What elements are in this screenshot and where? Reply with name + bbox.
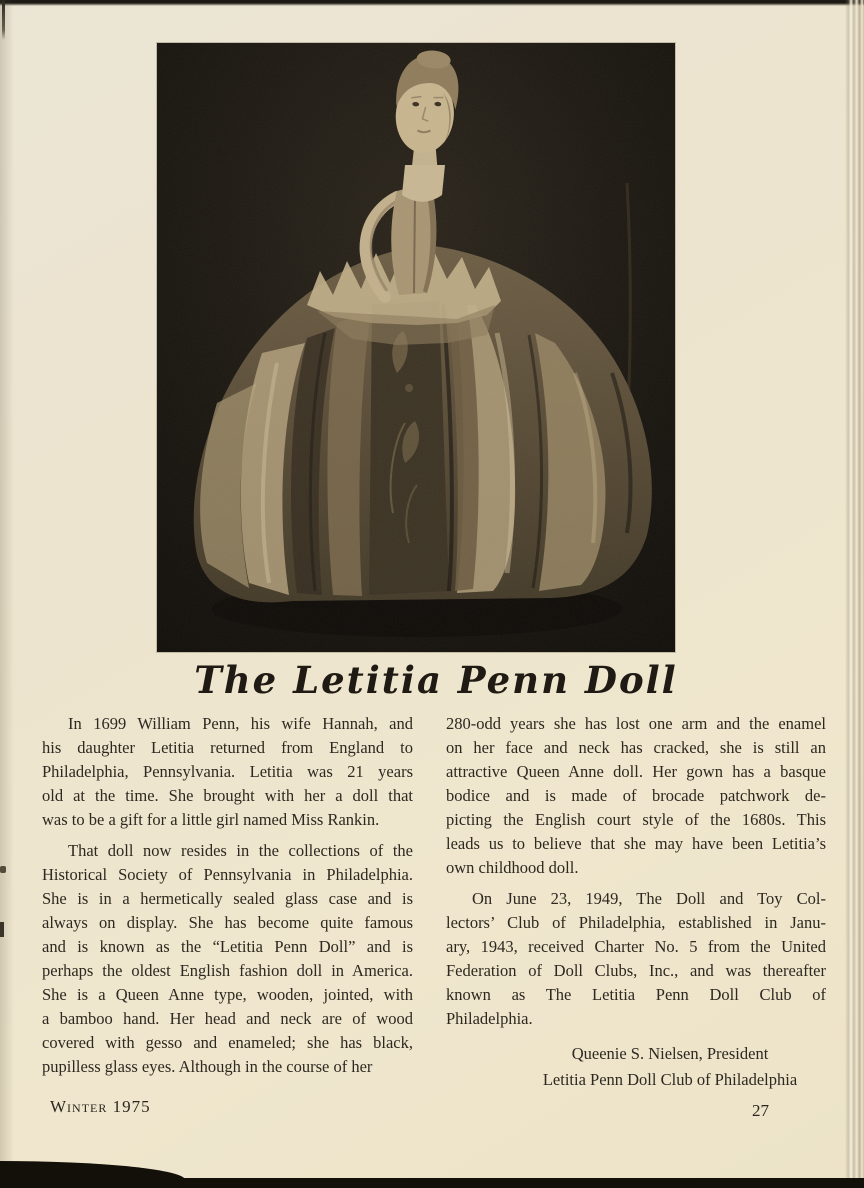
paragraph — [42, 839, 413, 1079]
text-line: perhaps the oldest English fashion doll in America. — [42, 961, 413, 980]
doll-photograph — [157, 43, 675, 652]
scan-speck — [0, 866, 6, 873]
article-title: The Letitia Penn Doll — [194, 658, 678, 702]
text-line: That doll now resides in the collections of the — [68, 841, 413, 860]
text-line: 280-odd years she has lost one arm and the enamel — [446, 714, 826, 733]
text-column-right — [446, 712, 826, 1093]
scan-edge-bottom-left — [0, 1161, 185, 1181]
text-line: She is in a hermetically sealed glass case and is — [42, 889, 413, 908]
text-line: own childhood doll. — [446, 858, 579, 877]
footer-issue: Winter 1975 — [50, 1097, 151, 1116]
text-line: known as The Letitia Penn Doll Club of — [446, 985, 826, 1004]
signature-line: Queenie S. Nielsen, President — [571, 1044, 769, 1063]
text-line: pupilless glass eyes. Although in the course of her — [42, 1057, 373, 1076]
scan-speck — [0, 922, 4, 937]
signature-line: Letitia Penn Doll Club of Philadelphia — [542, 1070, 798, 1089]
text-line: In 1699 William Penn, his wife Hannah, and — [68, 714, 413, 733]
doll-illustration — [157, 43, 675, 652]
text-line: picting the English court style of the 1680s. This — [446, 810, 826, 829]
signature-block — [446, 1041, 826, 1093]
text-line: old at the time. She brought with her a doll that — [42, 786, 413, 805]
text-line: leads us to believe that she may have been Letitia’s — [446, 834, 826, 853]
text-line: On June 23, 1949, The Doll and Toy Col- — [472, 889, 826, 908]
text-line: Federation of Doll Clubs, Inc., and was thereafter — [446, 961, 826, 980]
scan-edge-top — [0, 0, 864, 6]
text-line: always on display. She has become quite famous — [42, 913, 413, 932]
page-left-shadow — [0, 0, 14, 1188]
text-line: She is a Queen Anne type, wooden, jointed, with — [42, 985, 413, 1004]
paragraph — [446, 712, 826, 880]
text-line: lectors’ Club of Philadelphia, established in Janu- — [446, 913, 826, 932]
text-line: and is known as the “Letitia Penn Doll” and is — [42, 937, 413, 956]
text-line: bodice and is made of brocade patchwork de- — [446, 786, 826, 805]
text-line: Philadelphia. — [446, 1009, 533, 1028]
text-line: a bamboo hand. Her head and neck are of wood — [42, 1009, 413, 1028]
page-stack-right-edge — [845, 0, 864, 1188]
text-line: Philadelphia, Pennsylvania. Letitia was 21 years — [42, 762, 413, 781]
paragraph — [42, 712, 413, 832]
paragraph — [446, 887, 826, 1031]
text-line: ary, 1943, received Charter No. 5 from the United — [446, 937, 826, 956]
text-column-left — [42, 712, 413, 1079]
text-line: was to be a gift for a little girl named Miss Rankin. — [42, 810, 380, 829]
text-line: covered with gesso and enameled; she has black, — [42, 1033, 413, 1052]
footer-page-number: 27 — [752, 1101, 769, 1120]
text-line: Historical Society of Pennsylvania in Philadelphia. — [42, 865, 413, 884]
text-line: his daughter Letitia returned from England to — [42, 738, 413, 757]
text-line: attractive Queen Anne doll. Her gown has a basque — [446, 762, 826, 781]
text-line: on her face and neck has cracked, she is still an — [446, 738, 826, 757]
scan-edge-left-line — [2, 0, 5, 40]
